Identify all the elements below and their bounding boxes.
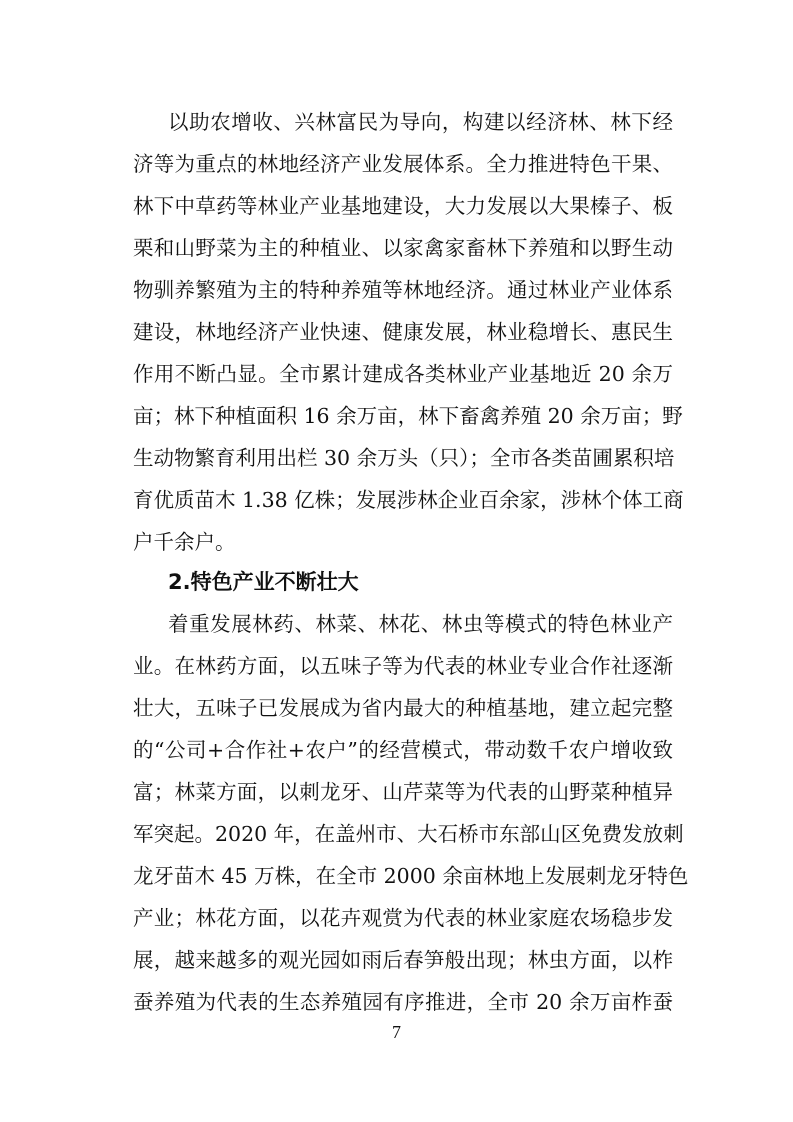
paragraph-2-line: 展，越来越多的观光园如雨后春笋般出现；林虫方面，以柞 [133, 948, 673, 972]
paragraph-2-line: 壮大，五味子已发展成为省内最大的种植基地，建立起完整 [133, 696, 673, 720]
paragraph-1-line: 建设，林地经济产业快速、健康发展，林业稳增长、惠民生 [133, 320, 673, 344]
paragraph-2-line: 的“公司+合作社+农户”的经营模式，带动数千农户增收致 [133, 738, 673, 762]
paragraph-2-line: 富；林菜方面，以刺龙牙、山芹菜等为代表的山野菜种植异 [133, 780, 673, 804]
page-number: 7 [392, 1022, 401, 1042]
paragraph-2-line: 着重发展林药、林菜、林花、林虫等模式的特色林业产 [168, 612, 673, 636]
paragraph-1-line: 户千余户。 [133, 530, 236, 554]
paragraph-1-line: 林下中草药等林业产业基地建设，大力发展以大果榛子、板 [133, 194, 673, 218]
paragraph-2-line: 蚕养殖为代表的生态养殖园有序推进，全市 20 余万亩柞蚕 [133, 990, 673, 1014]
paragraph-2-line: 产业；林花方面，以花卉观赏为代表的林业家庭农场稳步发 [133, 906, 673, 930]
paragraph-1-line: 亩；林下种植面积 16 余万亩，林下畜禽养殖 20 余万亩；野 [133, 404, 683, 428]
paragraph-1-line: 物驯养繁殖为主的特种养殖等林地经济。通过林业产业体系 [133, 278, 673, 302]
paragraph-2-line: 业。在林药方面，以五味子等为代表的林业专业合作社逐渐 [133, 654, 673, 678]
paragraph-1-line: 以助农增收、兴林富民为导向，构建以经济林、林下经 [168, 110, 673, 134]
paragraph-2-line: 龙牙苗木 45 万株，在全市 2000 余亩林地上发展刺龙牙特色 [133, 864, 689, 888]
paragraph-1-line: 济等为重点的林地经济产业发展体系。全力推进特色干果、 [133, 152, 673, 176]
paragraph-2-line: 军突起。2020 年，在盖州市、大石桥市东部山区免费发放刺 [133, 822, 684, 846]
paragraph-1-line: 育优质苗木 1.38 亿株；发展涉林企业百余家，涉林个体工商 [133, 488, 684, 512]
paragraph-1-line: 生动物繁育利用出栏 30 余万头（只）；全市各类苗圃累积培 [133, 446, 675, 470]
paragraph-1-line: 作用不断凸显。全市累计建成各类林业产业基地近 20 余万 [133, 362, 673, 386]
paragraph-1-line: 栗和山野菜为主的种植业、以家禽家畜林下养殖和以野生动 [133, 236, 673, 260]
section-heading: 2.特色产业不断壮大 [168, 570, 359, 594]
